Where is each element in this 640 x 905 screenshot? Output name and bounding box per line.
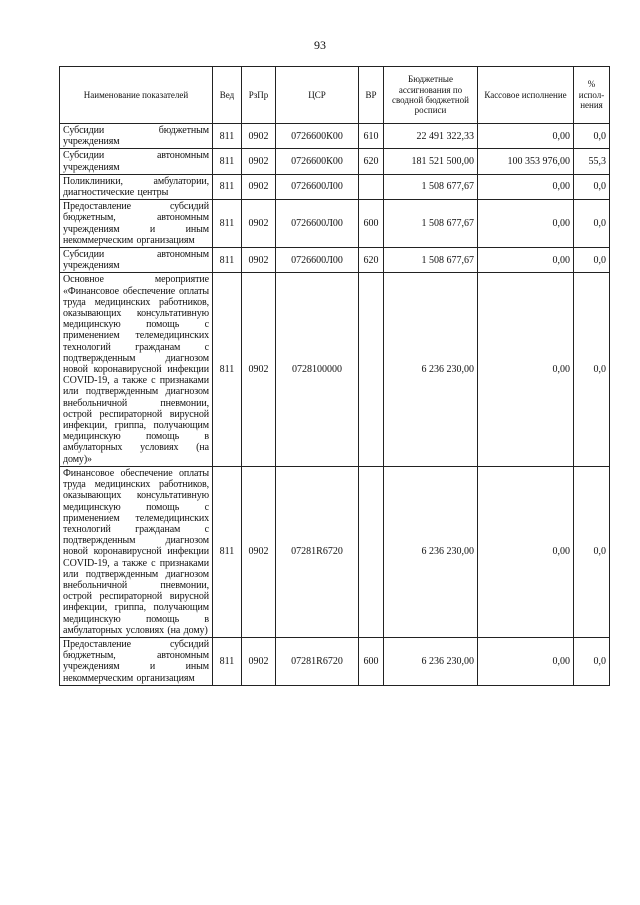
cell-cash: 0,00 (478, 273, 574, 466)
col-header-rzpr: РзПр (242, 67, 276, 124)
cell-budget: 1 508 677,67 (384, 174, 478, 199)
table-row (60, 200, 610, 248)
col-header-vr: ВР (359, 67, 384, 124)
cell-rzpr: 0902 (242, 466, 276, 637)
cell-ved: 811 (213, 273, 242, 466)
cell-csr: 0726600Л00 (276, 248, 359, 273)
cell-name: Предоставление субсидий бюджетным, автономным учреждениям и иным некоммерческим организациям (60, 200, 213, 248)
cell-vr (359, 174, 384, 199)
cell-budget: 1 508 677,67 (384, 248, 478, 273)
cell-ved: 811 (213, 200, 242, 248)
cell-vr: 620 (359, 248, 384, 273)
page-number: 93 (314, 38, 326, 52)
cell-rzpr: 0902 (242, 273, 276, 466)
cell-ved: 811 (213, 466, 242, 637)
cell-ved: 811 (213, 124, 242, 149)
table-row (60, 637, 610, 685)
col-header-name: Наименование показателей (60, 67, 213, 124)
cell-name: Поликлиники, амбулатории, диагностические центры (60, 174, 213, 199)
cell-ved: 811 (213, 174, 242, 199)
table-body (60, 124, 610, 686)
cell-budget: 6 236 230,00 (384, 273, 478, 466)
cell-percent: 0,0 (574, 273, 610, 466)
table-row (60, 273, 610, 466)
table-row (60, 248, 610, 273)
cell-csr: 07281R6720 (276, 466, 359, 637)
table-row (60, 124, 610, 149)
cell-budget: 6 236 230,00 (384, 637, 478, 685)
cell-ved: 811 (213, 149, 242, 174)
col-header-percent: % испол-нения (574, 67, 610, 124)
cell-name: Субсидии автономным учреждениям (60, 248, 213, 273)
budget-table (59, 66, 610, 686)
cell-vr: 620 (359, 149, 384, 174)
cell-vr: 600 (359, 200, 384, 248)
cell-rzpr: 0902 (242, 174, 276, 199)
cell-csr: 0726600Л00 (276, 200, 359, 248)
cell-vr: 610 (359, 124, 384, 149)
cell-name: Субсидии бюджетным учреждениям (60, 124, 213, 149)
cell-percent: 0,0 (574, 174, 610, 199)
cell-cash: 0,00 (478, 174, 574, 199)
cell-percent: 0,0 (574, 466, 610, 637)
cell-csr: 0726600К00 (276, 124, 359, 149)
cell-cash: 100 353 976,00 (478, 149, 574, 174)
col-header-budget: Бюджетные ассигнования по сводной бюджетной росписи (384, 67, 478, 124)
table-row (60, 174, 610, 199)
cell-ved: 811 (213, 248, 242, 273)
cell-cash: 0,00 (478, 248, 574, 273)
cell-csr: 0726600Л00 (276, 174, 359, 199)
cell-percent: 55,3 (574, 149, 610, 174)
table-row (60, 149, 610, 174)
cell-rzpr: 0902 (242, 124, 276, 149)
cell-name: Субсидии автономным учреждениям (60, 149, 213, 174)
cell-rzpr: 0902 (242, 637, 276, 685)
col-header-ved: Вед (213, 67, 242, 124)
cell-percent: 0,0 (574, 637, 610, 685)
cell-csr: 0726600К00 (276, 149, 359, 174)
cell-vr (359, 466, 384, 637)
cell-ved: 811 (213, 637, 242, 685)
cell-budget: 181 521 500,00 (384, 149, 478, 174)
cell-budget: 22 491 322,33 (384, 124, 478, 149)
cell-budget: 6 236 230,00 (384, 466, 478, 637)
cell-cash: 0,00 (478, 466, 574, 637)
table-header-row (60, 67, 610, 124)
cell-name: Финансовое обеспечение оплаты труда медицинских работников, оказывающих консультативную медицинскую помощь с применением телемедицинских технологий гражданам с подтвержденным диагнозом новой коронавирусной инфекции COVID-19, а также с признаками или подтвержденным диагнозом внебольничной пневмонии, острой респираторной вирусной инфекции, гриппа, получающим медицинскую помощь в амбулаторных условиях (на дому) (60, 466, 213, 637)
cell-rzpr: 0902 (242, 200, 276, 248)
table-row (60, 466, 610, 637)
cell-cash: 0,00 (478, 200, 574, 248)
cell-cash: 0,00 (478, 124, 574, 149)
cell-cash: 0,00 (478, 637, 574, 685)
cell-csr: 0728100000 (276, 273, 359, 466)
cell-rzpr: 0902 (242, 248, 276, 273)
cell-csr: 07281R6720 (276, 637, 359, 685)
cell-budget: 1 508 677,67 (384, 200, 478, 248)
cell-vr: 600 (359, 637, 384, 685)
cell-rzpr: 0902 (242, 149, 276, 174)
cell-percent: 0,0 (574, 200, 610, 248)
cell-percent: 0,0 (574, 124, 610, 149)
col-header-cash: Кассовое исполнение (478, 67, 574, 124)
cell-name: Основное мероприятие «Финансовое обеспечение оплаты труда медицинских работников, оказывающих консультативную медицинскую помощь с применением телемедицинских технологий гражданам с подтвержденным диагнозом новой коронавирусной инфекции COVID-19, а также с признаками или подтвержденным диагнозом внебольничной пневмонии, острой респираторной вирусной инфекции, гриппа, получающим медицинскую помощь в амбулаторных условиях (на дому)» (60, 273, 213, 466)
cell-vr (359, 273, 384, 466)
cell-name: Предоставление субсидий бюджетным, автономным учреждениям и иным некоммерческим организациям (60, 637, 213, 685)
cell-percent: 0,0 (574, 248, 610, 273)
col-header-csr: ЦСР (276, 67, 359, 124)
